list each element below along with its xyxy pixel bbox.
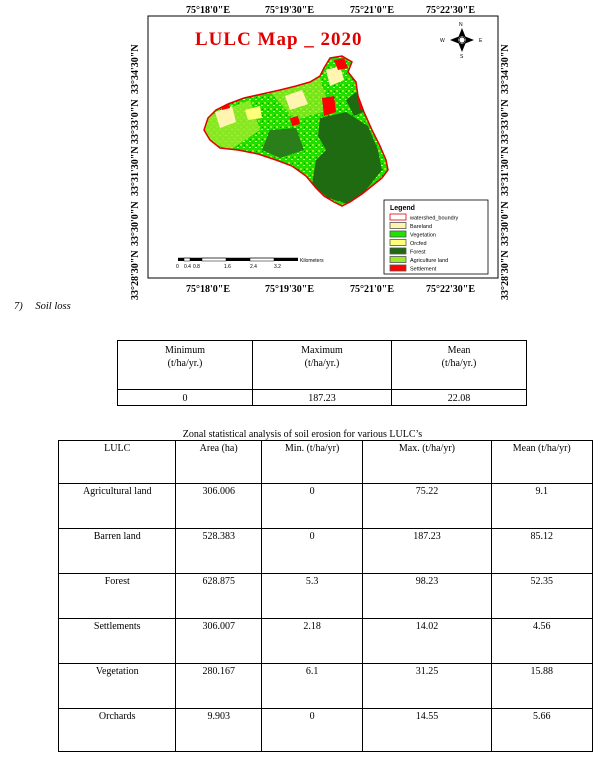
cell-area: 628.875 <box>176 574 261 619</box>
lulc-map-figure <box>120 0 511 300</box>
header-lulc: LULC <box>59 441 176 484</box>
cell-min: 0 <box>261 529 362 574</box>
zonal-statistics-table <box>58 440 593 752</box>
legend-label: watershed_boundry <box>410 215 459 222</box>
left-tick-2: 33°33'0"N <box>130 99 141 144</box>
left-tick-5: 33°28'30"N <box>130 250 141 300</box>
top-tick-3: 75°21'0"E <box>350 5 394 16</box>
cell-area: 9.903 <box>176 709 261 752</box>
cell-mean: 9.1 <box>491 484 592 529</box>
compass-n: N <box>459 22 463 28</box>
cell-lulc: Vegetation <box>59 664 176 709</box>
compass-w: W <box>440 38 445 44</box>
legend-label: Vegetation <box>410 232 436 239</box>
cell-mean: 52.35 <box>491 574 592 619</box>
table-row <box>59 619 593 664</box>
cell-mean: 85.12 <box>491 529 592 574</box>
cell-max: 14.02 <box>363 619 491 664</box>
cell-lulc: Orchards <box>59 709 176 752</box>
right-tick-3: 33°31'30"N <box>500 146 511 196</box>
legend-swatch <box>390 248 406 254</box>
scale-label-2: 0.8 <box>193 264 200 270</box>
cell-lulc: Settlements <box>59 619 176 664</box>
cell-min: 6.1 <box>261 664 362 709</box>
header-cell-minimum <box>118 341 253 390</box>
map-title: LULC Map _ 2020 <box>195 29 363 50</box>
legend-label: Orcfed <box>410 241 427 247</box>
compass-e: E <box>479 38 483 44</box>
table-row <box>59 574 593 619</box>
table-row <box>59 484 593 529</box>
table-row <box>59 664 593 709</box>
cell-min: 5.3 <box>261 574 362 619</box>
cell-area: 528.383 <box>176 529 261 574</box>
top-tick-1: 75°18'0"E <box>186 5 230 16</box>
cell-lulc: Barren land <box>59 529 176 574</box>
value-mean: 22.08 <box>392 390 527 406</box>
bottom-tick-1: 75°18'0"E <box>186 284 230 295</box>
value-maximum: 187.23 <box>252 390 391 406</box>
section-title: Soil loss <box>35 301 71 312</box>
scale-label-3: 1.6 <box>224 264 231 270</box>
cell-min: 2.18 <box>261 619 362 664</box>
bottom-tick-3: 75°21'0"E <box>350 284 394 295</box>
legend-swatch <box>390 240 406 246</box>
cell-mean: 5.66 <box>491 709 592 752</box>
cell-max: 187.23 <box>363 529 491 574</box>
legend-swatch <box>390 257 406 263</box>
header-cell-maximum <box>252 341 391 390</box>
top-tick-4: 75°22'30"E <box>426 5 475 16</box>
value-minimum: 0 <box>118 390 253 406</box>
cell-area: 306.006 <box>176 484 261 529</box>
left-tick-1: 33°34'30"N <box>130 44 141 94</box>
compass-s: S <box>460 54 464 60</box>
legend-title: Legend <box>390 205 415 212</box>
cell-max: 98.23 <box>363 574 491 619</box>
section-number: 7) <box>14 301 23 312</box>
legend-label: Bareland <box>410 224 433 230</box>
header-line: Maximum <box>301 345 343 356</box>
cell-area: 280.167 <box>176 664 261 709</box>
legend-swatch <box>390 265 406 271</box>
header-unit: (t/ha/yr.) <box>304 358 340 369</box>
scale-label-1: 0.4 <box>184 264 191 270</box>
left-tick-3: 33°31'30"N <box>130 146 141 196</box>
scale-unit: Kilometers <box>300 258 324 264</box>
cell-mean: 15.88 <box>491 664 592 709</box>
header-unit: (t/ha/yr.) <box>167 358 203 369</box>
bottom-tick-4: 75°22'30"E <box>426 284 475 295</box>
header-mean: Mean (t/ha/yr) <box>491 441 592 484</box>
header-unit: (t/ha/yr.) <box>441 358 477 369</box>
table-header-row <box>118 341 527 390</box>
header-min: Min. (t/ha/yr) <box>261 441 362 484</box>
legend-swatch <box>390 214 406 220</box>
right-tick-1: 33°34'30"N <box>500 44 511 94</box>
right-tick-5: 33°28'30"N <box>500 250 511 300</box>
scale-label-0: 0 <box>176 264 179 270</box>
legend-swatch <box>390 231 406 237</box>
header-cell-mean <box>392 341 527 390</box>
right-tick-2: 33°33'0"N <box>500 99 511 144</box>
header-area: Area (ha) <box>176 441 261 484</box>
map-legend <box>384 200 488 274</box>
cell-max: 14.55 <box>363 709 491 752</box>
table-caption: Zonal statistical analysis of soil erosion for various LULC’s <box>182 429 423 440</box>
section-heading <box>14 301 71 312</box>
header-line: Minimum <box>164 345 205 356</box>
left-tick-4: 33°30'0"N <box>130 201 141 246</box>
scale-label-4: 2.4 <box>250 264 257 270</box>
legend-swatch <box>390 223 406 229</box>
top-tick-2: 75°19'30"E <box>265 5 314 16</box>
right-tick-4: 33°30'0"N <box>500 201 511 246</box>
cell-lulc: Agricultural land <box>59 484 176 529</box>
soil-loss-table <box>117 340 527 406</box>
legend-label: Forest <box>410 249 426 256</box>
cell-lulc: Forest <box>59 574 176 619</box>
header-line: Mean <box>447 345 471 356</box>
table-row <box>59 529 593 574</box>
cell-min: 0 <box>261 484 362 529</box>
table-row <box>118 390 527 406</box>
cell-max: 31.25 <box>363 664 491 709</box>
scale-label-5: 3.2 <box>274 264 281 270</box>
legend-label: Settlement <box>410 266 437 273</box>
cell-min: 0 <box>261 709 362 752</box>
table-header-row <box>59 441 593 484</box>
cell-max: 75.22 <box>363 484 491 529</box>
header-max: Max. (t/ha/yr) <box>363 441 491 484</box>
bottom-tick-2: 75°19'30"E <box>265 284 314 295</box>
table-row <box>59 709 593 752</box>
cell-mean: 4.56 <box>491 619 592 664</box>
cell-area: 306.007 <box>176 619 261 664</box>
legend-label: Agriculture land <box>410 258 449 264</box>
